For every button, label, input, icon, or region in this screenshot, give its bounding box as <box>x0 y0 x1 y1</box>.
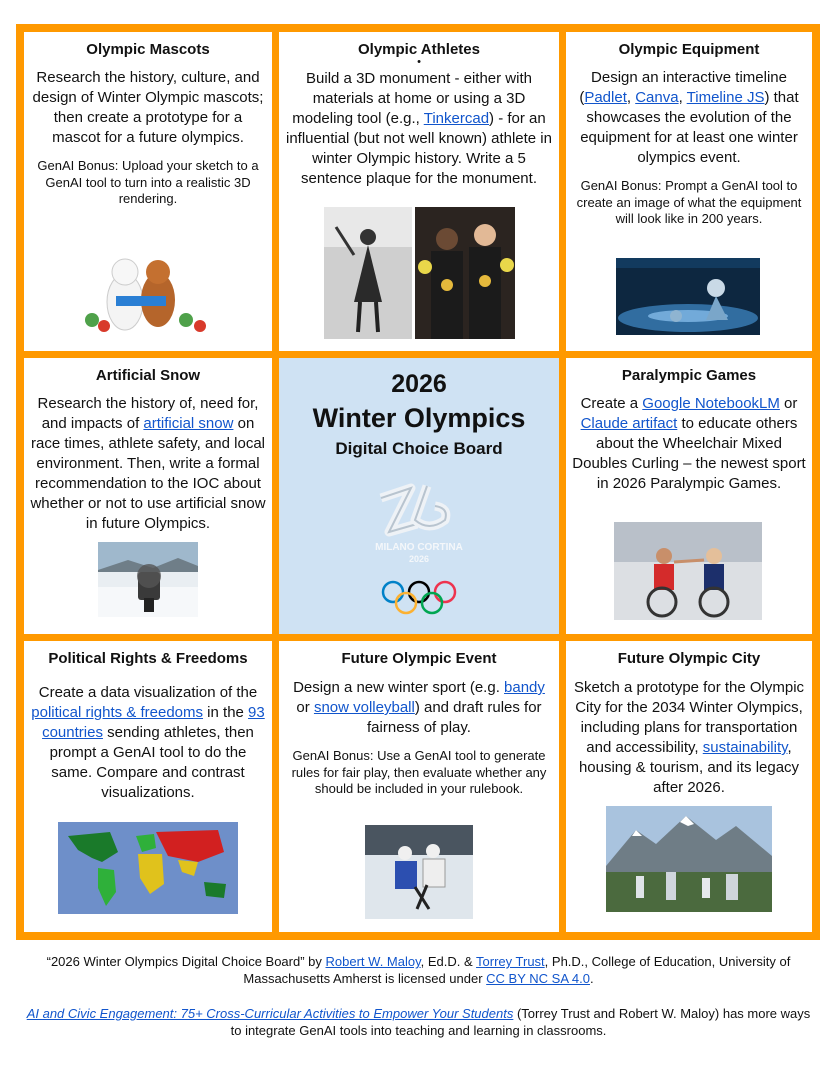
text-run: Design a new winter sport (e.g. <box>293 679 505 696</box>
notebooklm-link[interactable]: Google NotebookLM <box>642 395 780 412</box>
genai-bonus: GenAI Bonus: Prompt a GenAI tool to create an image of what the equipment will look like in 200 years. <box>576 178 802 226</box>
text-run: sending athletes, then prompt a GenAI tool to do the same. Compare and contrast visualizations. <box>49 724 254 801</box>
cell-body <box>30 683 266 803</box>
cell-artificial-snow <box>24 358 272 634</box>
countries-link[interactable]: 93 countries <box>42 704 265 741</box>
padlet-link[interactable]: Padlet <box>584 89 627 106</box>
cell-body <box>285 678 553 738</box>
logo-year-text: 2026 <box>408 554 430 564</box>
cell-olympic-mascots <box>24 32 272 351</box>
timeline-js-link[interactable]: Timeline JS <box>686 89 765 106</box>
snow-volleyball-link[interactable]: snow volleyball <box>313 699 415 716</box>
text-run: Create a data visualization of the <box>38 684 258 701</box>
cell-body <box>572 678 806 798</box>
political-rights-link[interactable]: political rights & freedoms <box>31 704 204 721</box>
cell-title: Olympic Equipment <box>618 41 760 58</box>
license-attribution <box>20 954 817 987</box>
cell-body: Research the history, culture, and design of Winter Olympic mascots; then create a prototype for a mascot for a future olympics. <box>32 69 264 146</box>
text-run: to educate others about the Wheelchair Mixed Doubles Curling – the newest sport in 2026 Paralympic Games. <box>572 415 806 492</box>
skater-photo <box>324 207 412 339</box>
text-run: . <box>589 970 594 986</box>
author-maloy-link[interactable]: Robert W. Maloy <box>325 954 421 969</box>
bandy-link[interactable]: bandy <box>504 679 545 696</box>
text-run: ) - for an influential (but not well known) athlete in winter Olympic history. Write a 5 sentence plaque for the monument. <box>286 110 552 187</box>
author-trust-link[interactable]: Torrey Trust <box>476 954 545 969</box>
board-subtitle: Digital Choice Board <box>335 439 503 458</box>
text-run: , housing & tourism, and its legacy after 2026. <box>578 739 800 796</box>
olympic-rings-icon <box>379 578 459 618</box>
board-year: 2026 <box>391 370 447 398</box>
cell-title: Political Rights & Freedoms <box>48 650 248 667</box>
text-run: on race times, athlete safety, and local environment. Then, write a formal recommendation to the IOC about whether or not to use artificial snow in future Olympics. <box>30 415 266 532</box>
medalists-photo <box>415 207 515 339</box>
cell-political-rights <box>24 641 272 932</box>
cell-paralympic-games <box>566 358 812 634</box>
cell-body <box>572 394 806 494</box>
cell-body <box>30 394 266 534</box>
bandy-photo <box>365 825 473 919</box>
cell-body <box>572 68 806 168</box>
text-run: or <box>779 395 798 412</box>
book-reference <box>20 1006 817 1039</box>
sustainability-link[interactable]: sustainability <box>702 739 788 756</box>
board-title: Winter Olympics <box>312 403 526 433</box>
cell-title: Future Olympic Event <box>341 650 497 667</box>
text-run: (Torrey Trust and Robert W. Maloy) has more ways to integrate GenAI tools into teaching and learning in classrooms. <box>230 1006 811 1038</box>
cell-title: Olympic Mascots <box>86 41 210 58</box>
futuristic-curling-image <box>616 258 760 335</box>
text-run: ) and draft rules for fairness of play. <box>367 699 542 736</box>
snow-cannon-photo <box>98 542 198 617</box>
text-run: , Ed.D. & <box>420 954 477 969</box>
cell-future-city <box>566 641 812 932</box>
cell-title: Artificial Snow <box>95 367 201 384</box>
cell-olympic-equipment <box>566 32 812 351</box>
text-run: , <box>626 89 636 106</box>
text-run: in the <box>203 704 249 721</box>
genai-bonus: GenAI Bonus: Upload your sketch to a GenAI tool to turn into a realistic 3D rendering. <box>37 158 259 206</box>
license-link[interactable]: CC BY NC SA 4.0 <box>486 970 590 986</box>
wheelchair-curling-photo <box>614 522 762 620</box>
bullet-mark: • <box>417 56 421 68</box>
cell-title: Paralympic Games <box>621 367 757 384</box>
text-run: “2026 Winter Olympics Digital Choice Board” by <box>46 954 326 969</box>
text-run: Build a 3D monument - either with materials at home or using a 3D modeling tool (e.g., <box>292 70 532 127</box>
cell-title-center <box>279 358 559 634</box>
text-run: or <box>296 699 314 716</box>
text-run: , <box>678 89 687 106</box>
milano-cortina-logo <box>359 480 479 566</box>
tinkercad-link[interactable]: Tinkercad <box>423 110 490 127</box>
cell-future-event <box>279 641 559 932</box>
genai-bonus: GenAI Bonus: Use a GenAI tool to generate rules for fair play, then evaluate whether any should be included in your rulebook. <box>291 748 547 796</box>
book-link[interactable]: AI and Civic Engagement: 75+ Cross-Curricular Activities to Empower Your Students <box>26 1006 514 1021</box>
canva-link[interactable]: Canva <box>635 89 679 106</box>
text-run: ) that showcases the evolution of the equipment for at least one winter olympics event. <box>580 89 799 166</box>
mountain-city-photo <box>606 806 772 912</box>
cell-title: Olympic Athletes <box>358 41 480 58</box>
logo-text: MILANO CORTINA <box>375 542 463 553</box>
artificial-snow-link[interactable]: artificial snow <box>143 415 234 432</box>
claude-artifact-link[interactable]: Claude artifact <box>580 415 678 432</box>
cell-olympic-athletes <box>279 32 559 351</box>
cell-body <box>285 69 553 189</box>
text-run: Create a <box>580 395 643 412</box>
text-run: Design an interactive timeline ( <box>579 69 787 106</box>
world-freedom-map <box>58 822 238 914</box>
mascots-image <box>80 250 215 338</box>
text-run: Sketch a prototype for the Olympic City for the 2034 Winter Olympics, including plans for transportation and accessibility, <box>573 679 805 756</box>
cell-title: Future Olympic City <box>617 650 761 667</box>
text-run: Research the history of, need for, and impacts of <box>37 395 259 432</box>
text-run: , Ph.D., College of Education, University of Massachusetts Amherst is licensed under <box>243 954 791 986</box>
